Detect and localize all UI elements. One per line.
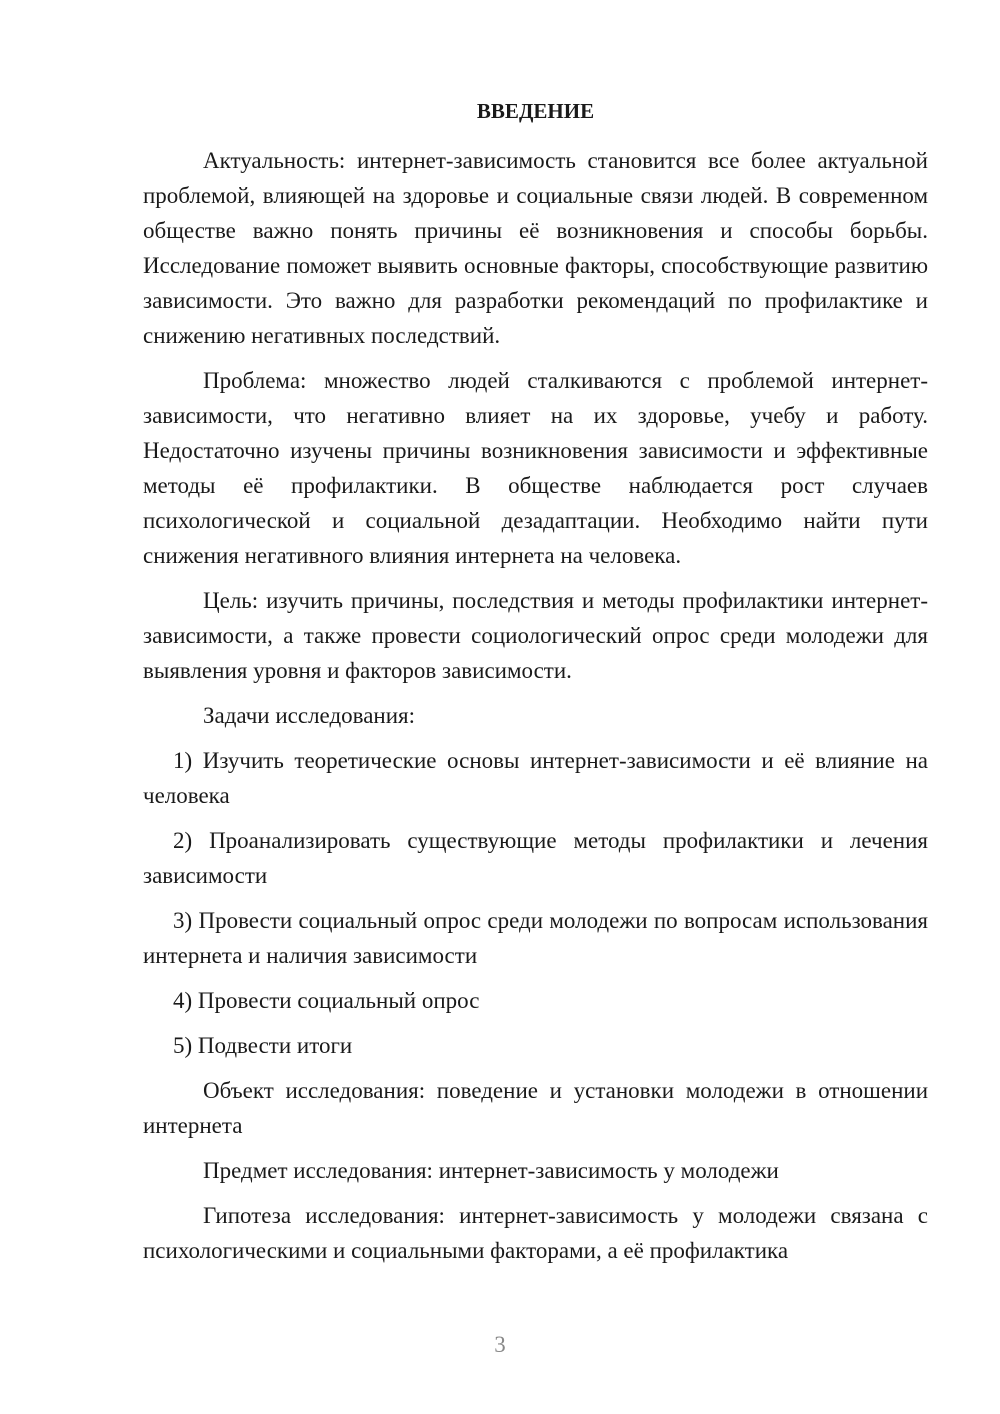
paragraph-tasks-title: Задачи исследования: (203, 703, 416, 728)
task-item-3: 3) Провести социальный опрос среди молодежи по вопросам использования интернета и наличия зависимости (143, 908, 928, 968)
paragraph-object: Объект исследования: поведение и установки молодежи в отношении интернета (143, 1078, 928, 1138)
task-item-1: 1) Изучить теоретические основы интернет-зависимости и её влияние на человека (143, 748, 928, 808)
task-item-5: 5) Подвести итоги (173, 1033, 353, 1058)
document-body (143, 143, 928, 1278)
task-item-4: 4) Провести социальный опрос (173, 988, 480, 1013)
paragraph-hypothesis: Гипотеза исследования: интернет-зависимость у молодежи связана с психологическими и социальными факторами, а её профилактика (143, 1203, 928, 1263)
paragraph-subject: Предмет исследования: интернет-зависимость у молодежи (203, 1158, 779, 1183)
page-number: 3 (494, 1332, 506, 1357)
paragraph-relevance: Актуальность: интернет-зависимость становится все более актуальной проблемой, влияющей на здоровье и социальные связи людей. В современном обществе важно понять причины её возникновения и способы борьбы. Исследование поможет выявить основные факторы, способствующие развитию зависимости. Это важно для разработки рекомендаций по профилактике и снижению негативных последствий. (143, 148, 928, 348)
task-item-2: 2) Проанализировать существующие методы профилактики и лечения зависимости (143, 828, 928, 888)
paragraph-goal: Цель: изучить причины, последствия и методы профилактики интернет-зависимости, а также провести социологический опрос среди молодежи для выявления уровня и факторов зависимости. (143, 588, 928, 683)
section-heading: ВВЕДЕНИЕ (476, 99, 595, 123)
paragraph-problem: Проблема: множество людей сталкиваются с проблемой интернет-зависимости, что негативно влияет на их здоровье, учебу и работу. Недостаточно изучены причины возникновения зависимости и эффективные методы её профилактики. В обществе наблюдается рост случаев психологической и социальной дезадаптации. Необходимо найти пути снижения негативного влияния интернета на человека. (143, 368, 928, 568)
